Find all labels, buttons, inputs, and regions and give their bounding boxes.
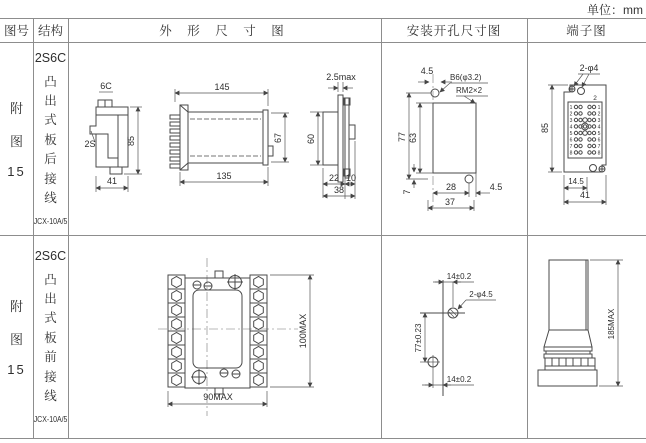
dim-houter-label: 77 bbox=[397, 131, 407, 143]
col-divider-2 bbox=[68, 18, 69, 438]
dim-terminal-h-label: 85 bbox=[540, 122, 550, 134]
thread-spec-label: RM2×2 bbox=[456, 86, 483, 95]
row1-structure-model: 2S6C bbox=[34, 50, 67, 65]
pin-label: 6 bbox=[569, 137, 573, 144]
pin-label: 8 bbox=[569, 150, 573, 157]
row-divider bbox=[0, 235, 646, 236]
col-divider-4 bbox=[527, 18, 528, 438]
row2-structure-type: JCX-10A/5 bbox=[33, 414, 68, 425]
row2-figure-cell bbox=[0, 235, 33, 438]
row2-outline-drawing bbox=[158, 258, 320, 420]
row2-figure-number: 15 bbox=[7, 362, 26, 377]
pin-label: 4 bbox=[569, 124, 573, 131]
pin-label: 2 bbox=[597, 111, 601, 118]
dim-r2-w-label: 90MAX bbox=[203, 392, 233, 402]
pin-label: 2 bbox=[569, 111, 573, 118]
dim-side-left-label: 2S bbox=[84, 139, 96, 149]
dim-top-label: 4.5 bbox=[420, 66, 434, 76]
dim-left-label: 7 bbox=[402, 189, 412, 195]
row1-figure-number: 15 bbox=[7, 164, 26, 179]
row1-figure-cell bbox=[0, 42, 33, 235]
hole-spec-label: B6(φ3.2) bbox=[450, 73, 482, 82]
row1-install-drawing bbox=[398, 62, 524, 218]
pin-label: 6 bbox=[597, 137, 601, 144]
dim-r2-terminal-h-label: 185MAX bbox=[607, 308, 616, 340]
header-figure-no: 图号 bbox=[3, 24, 29, 38]
dim-side-h-label: 85 bbox=[126, 135, 136, 147]
dim-winner-label: 28 bbox=[445, 182, 457, 192]
table-border-bottom bbox=[0, 438, 646, 439]
dim-side-w-label: 41 bbox=[106, 176, 118, 186]
header-outline: 外 形 尺 寸 图 bbox=[159, 24, 290, 38]
row1-structure-cell bbox=[33, 42, 68, 235]
dim-plate-w2-label: 10 bbox=[345, 173, 357, 183]
dim-r2-h-install-label: 77±0.23 bbox=[414, 323, 423, 353]
header-structure: 结构 bbox=[37, 24, 63, 38]
pin-label: 1 bbox=[597, 105, 601, 111]
header-install: 安装开孔尺寸图 bbox=[406, 24, 502, 38]
row1-structure-desc: 凸出式板后接线 bbox=[44, 74, 57, 205]
dim-plate-w1-label: 22 bbox=[328, 173, 340, 183]
dim-front-bot-label: 135 bbox=[216, 171, 232, 181]
row2-figure-char2: 图 bbox=[9, 332, 23, 347]
header-divider bbox=[0, 42, 646, 43]
row1-structure-type: JCX-10A/5 bbox=[33, 216, 68, 227]
dim-wright-label: 4.5 bbox=[489, 182, 503, 192]
terminal-zone-label: 2 bbox=[593, 95, 597, 102]
row2-terminal-drawing bbox=[533, 252, 638, 400]
dim-r2-h-label: 100MAX bbox=[298, 313, 308, 349]
pin-label: 7 bbox=[597, 144, 601, 150]
row1-outline-drawing bbox=[82, 72, 370, 234]
dim-front-top-label: 145 bbox=[214, 82, 230, 92]
pin-label: 4 bbox=[597, 124, 601, 131]
pin-label: 8 bbox=[597, 150, 601, 157]
pin-label: 7 bbox=[569, 144, 573, 150]
row1-figure-char2: 图 bbox=[9, 134, 23, 149]
row2-structure-model: 2S6C bbox=[34, 248, 67, 263]
unit-label: 单位：mm bbox=[587, 3, 643, 17]
dim-side-top-label: 6C bbox=[100, 81, 112, 91]
dim-r2-bottom-label: 14±0.2 bbox=[446, 375, 472, 384]
dim-hinner-label: 63 bbox=[408, 132, 418, 144]
pin-label: 5 bbox=[569, 131, 573, 137]
dim-r2-top-label: 14±0.2 bbox=[446, 272, 472, 281]
dim-plate-h-label: 60 bbox=[306, 133, 316, 145]
row1-terminal-drawing bbox=[542, 62, 644, 210]
pin-label: 1 bbox=[569, 105, 573, 111]
dim-terminal-whalf-label: 14.5 bbox=[568, 177, 584, 186]
row1-figure-char1: 附 bbox=[9, 101, 23, 116]
r2-holes-label: 2-φ4.5 bbox=[469, 290, 493, 299]
dim-front-h-label: 67 bbox=[273, 132, 283, 144]
col-divider-3 bbox=[381, 18, 382, 438]
pin-label: 3 bbox=[569, 118, 573, 124]
pin-label: 5 bbox=[597, 131, 601, 137]
pin-label: 3 bbox=[597, 118, 601, 124]
header-terminal: 端子图 bbox=[566, 24, 607, 38]
dim-plate-t-label: 2.5max bbox=[326, 72, 356, 82]
dim-terminal-w-label: 41 bbox=[579, 190, 591, 200]
row2-figure-char1: 附 bbox=[9, 299, 23, 314]
dim-wouter-label: 37 bbox=[444, 197, 456, 207]
dim-plate-w-label: 38 bbox=[333, 185, 345, 195]
row2-install-drawing bbox=[408, 258, 520, 413]
row2-structure-cell bbox=[33, 235, 68, 438]
row2-structure-desc: 凸出式板前接线 bbox=[44, 272, 57, 403]
terminal-holes-label: 2-φ4 bbox=[579, 63, 599, 73]
